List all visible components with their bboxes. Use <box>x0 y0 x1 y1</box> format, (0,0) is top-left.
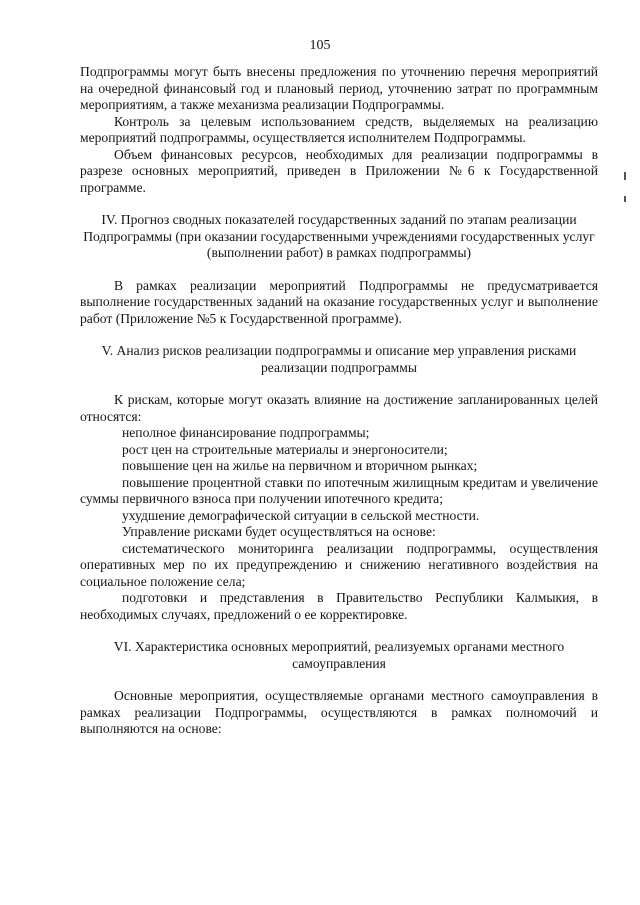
section-6-title: VI. Характеристика основных мероприятий, реализуемых органами местного самоуправления <box>113 639 565 671</box>
risk-item: повышение цен на жилье на первичном и вторичном рынках; <box>122 458 478 473</box>
intro-paragraph: Подпрограммы могут быть внесены предложения по уточнению перечня мероприятий на очередной финансовый год и плановый период, уточнению затрат по программным мероприятиям, а также механизма реализации Подпрограммы. <box>80 64 598 112</box>
risk-measure: подготовки и представления в Правительство Республики Калмыкия, в необходимых случаях, предложений о ее корректировке. <box>80 590 598 622</box>
document-body <box>80 64 598 738</box>
risk-item: повышение процентной ставки по ипотечным жилищным кредитам и увеличение суммы первичного взноса при получении ипотечного кредита; <box>80 474 598 506</box>
section-4-text: В рамках реализации мероприятий Подпрограммы не предусматривается выполнение государственных заданий на оказание государственных услуг и выполнение работ (Приложение №5 к Государственной программе). <box>80 277 598 326</box>
scan-mark <box>624 172 626 180</box>
intro-paragraph: Объем финансовых ресурсов, необходимых для реализации подпрограммы в разрезе основных мероприятий, приведен в Приложении №6 к Государственной программе. <box>80 146 598 195</box>
risk-item: неполное финансирование подпрограммы; <box>122 425 370 440</box>
intro-paragraph: Контроль за целевым использованием средств, выделяемых на реализацию мероприятий подпрограммы, осуществляется исполнителем Подпрограммы. <box>80 113 598 145</box>
page-number: 105 <box>309 38 331 53</box>
risk-management-intro: Управление рисками будет осуществляться на основе: <box>122 524 436 539</box>
risk-item: ухудшение демографической ситуации в сельской местности. <box>122 507 480 523</box>
scan-mark <box>624 196 626 202</box>
risks-intro: К рискам, которые могут оказать влияние на достижение запланированных целей относятся: <box>80 392 598 424</box>
risk-measure: систематического мониторинга реализации подпрограммы, осуществления оперативных мер по их предупреждению и снижению негативного воздействия на социальное положение села; <box>80 540 598 589</box>
section-6-text: Основные мероприятия, осуществляемые органами местного самоуправления в рамках реализации Подпрограммы, осуществляются в рамках полномочий и выполняются на основе: <box>80 688 598 736</box>
section-4-title: IV. Прогноз сводных показателей государственных заданий по этапам реализации Подпрограммы (при оказании государственными учреждениями государственных услуг (выполнении работ) в рамках подпрограммы) <box>83 212 595 260</box>
risk-item: рост цен на строительные материалы и энергоносители; <box>122 441 448 457</box>
section-5-title: V. Анализ рисков реализации подпрограммы и описание мер управления рисками реализации подпрограммы <box>101 343 577 375</box>
